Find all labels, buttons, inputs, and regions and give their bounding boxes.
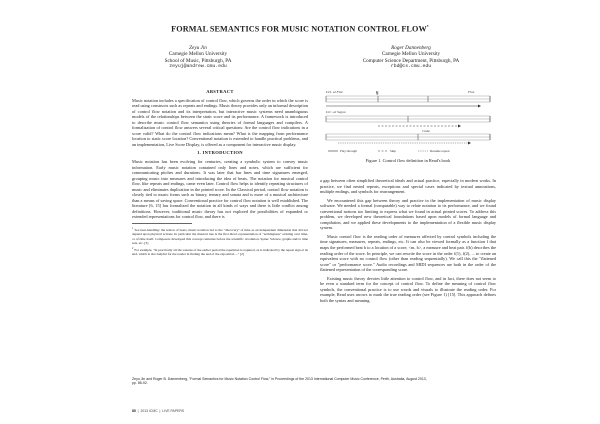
coda-label: Coda: [422, 129, 430, 133]
journal-name: 2013 ICMC: [140, 409, 158, 413]
author-affiliation: Computer Science Department, Pittsburgh, PA: [362, 57, 460, 64]
legend-play: Play through: [340, 149, 357, 154]
dc-label: D.C. al Segno: [326, 110, 346, 114]
author-affiliation: Carnegie Mellon University: [168, 51, 228, 58]
legend-skip: Skip: [390, 149, 397, 154]
fine-label: Fine: [468, 90, 475, 94]
author-name: Roger Dannenberg: [391, 45, 431, 51]
citation-note: Zeyu Jin and Roger B. Dannenberg, "Formal Semantics for Music Notation Control Flow," in Proceedings of the 2013 International Computer Music Conference, Perth, Australia, August 2013, pp. 85-92.: [132, 377, 427, 386]
introduction-paragraph: Music notation has been evolving for centuries, creating a symbolic system to convey music information. Early music notation contained only lines and notes, which are sufficient for communicating pitches and durations. It was later that bar lines and time signatures emerged, grouping music into measures and introducing the idea of beats. The notation for musical control flow, like repeats and endings, came even later. Control flow helps to identify repeating structures of music and eliminates duplication in the printed score. In the Classical period, control flow notation is closely tied to music forms such as binary, ternary and sonata and is more of a musical architecture than a means of saving space. Conventional practice for control flow notation is well established. The literature [6, 15] has formalized the notation in all kinds of ways and there is little conflict among definitions. However, traditional music theory has not explored the possibilities of expanded or extended representations for control flow, and there is: [132, 159, 308, 220]
introduction-heading: 1. INTRODUCTION: [197, 150, 243, 156]
staff-row-2: [325, 110, 490, 128]
figure-legend: [328, 149, 450, 153]
legend-resume: Resume repeat: [430, 149, 450, 154]
abstract-text: Music notation includes a specification of control flow, which governs the order in which the score is read using constructs such as repeats and endings. Music theory provides only an informal description of control flow notation and its interpretation, but interactive music systems need unambiguous models of the relationships between the static score and its performance. A framework is introduced to describe music control flow semantics using theories of formal languages and compilers. A formalization of control flow answers several critical questions: Are the control flow indications in a score valid? What do the control flow indications mean? What is the mapping from performance location to static score location? Conventional notation is extended to handle practical problems, and an implementation, Live Score Display, is offered as a component for interactive music display.: [132, 97, 308, 147]
author-block-1: [103, 45, 293, 71]
left-column: [132, 86, 308, 258]
author-email[interactable]: zeyuj@andrew.cmu.edu: [169, 64, 227, 70]
author-block-2: [316, 45, 506, 71]
footnote-rule: [132, 223, 192, 224]
figure-caption: Figure 1. Control flow definition in Read's book: [365, 158, 451, 163]
right-column: [320, 178, 496, 306]
body-paragraph: Existing music theory devotes little attention to control flow, and in fact, there does not seem to be even a standard term for the concept of control flow. To define the meaning of control flow symbols, the conventional practice is to use words and visuals to illustrate the reading order. For example, Read uses arrows to mark the true reading order (see Figure 1) [15]. This approach defines both the syntax and meaning.: [320, 275, 496, 303]
ds-label: D.S. al Fine: [326, 90, 343, 94]
segno-mark: 𝄋: [376, 91, 379, 97]
author-affiliation: School of Music, Pittsburgh, PA: [164, 57, 232, 64]
staff-row-1: [325, 90, 490, 108]
author-affiliation: Carnegie Mellon University: [381, 51, 441, 58]
page-number: 85: [132, 409, 136, 413]
author-name: Zeyu Jin: [189, 45, 207, 51]
page-footer: 85 | 2013 ICMC | LIVE PAPERS: [132, 409, 185, 413]
footnote-1: $^1$ See beat-handling: the notion of beats, music notation led to the "discovery" of time as an independent dimension that did not depend upon physical actions. In particular the musical tree is the first direct representation of "nothingness" existing over time, or of time itself. Composers developed this concept centuries before the scientific revolution. Spine: Science, graphs and/or time sets, etc. [3]: [132, 226, 308, 245]
staff-row-3: [326, 129, 490, 145]
body-paragraph: We encountered this gap between theory and practice in the implementation of music display software. We needed a formal (computable) way to relate notation to its performance, and we found conventional notions too limiting to express what we found in actual printed scores. To address this problem, we developed new theoretical foundations based upon models of formal language and compilation, and we applied these developments to the implementation of a flexible music display system.: [320, 197, 496, 231]
paper-title: FORMAL SEMANTICS FOR MUSIC NOTATION CONTROL FLOW*: [171, 24, 429, 34]
body-paragraph: Music control flow is the reading order of measures affected by control symbols including the time signatures, measures, repeats, endings, etc. It can also be viewed formally as a function f that maps the performed beat b to a location of a score, <m, b>, a measure and beat pair. f(b) describes the reading order of the score. In principle, we can rewrite the score in the order f(1), f(2), ... to create an equivalent score with no control flow (other than reading sequentially). We call this the "flattened score" or "performance score." Audio recordings and MIDI sequences are both in the order of the flattened representation of the corresponding score.: [320, 233, 496, 273]
abstract-heading: ABSTRACT: [206, 89, 234, 94]
footnote-2: $^2$ For example, "In practically all the sonatas of the earlier period the repetition is required, as is indicated by the repeat sign at its end, which is also helpful for the reader in finding the end of the exposition ..." [2]: [132, 245, 308, 257]
figure-1: [318, 86, 498, 156]
author-email[interactable]: rbd@cs.cmu.edu: [390, 64, 432, 70]
footer-tagline: LIVE PAPERS: [162, 409, 185, 413]
control-flow-diagram: [318, 86, 498, 156]
body-paragraph: a gap between often simplified theoretical ideals and actual practice, especially in modern works. In practice, we find nested repeats, exceptions and special cases indicated by textual annotations, multiple endings, and symbols for rearrangement.: [320, 178, 496, 195]
